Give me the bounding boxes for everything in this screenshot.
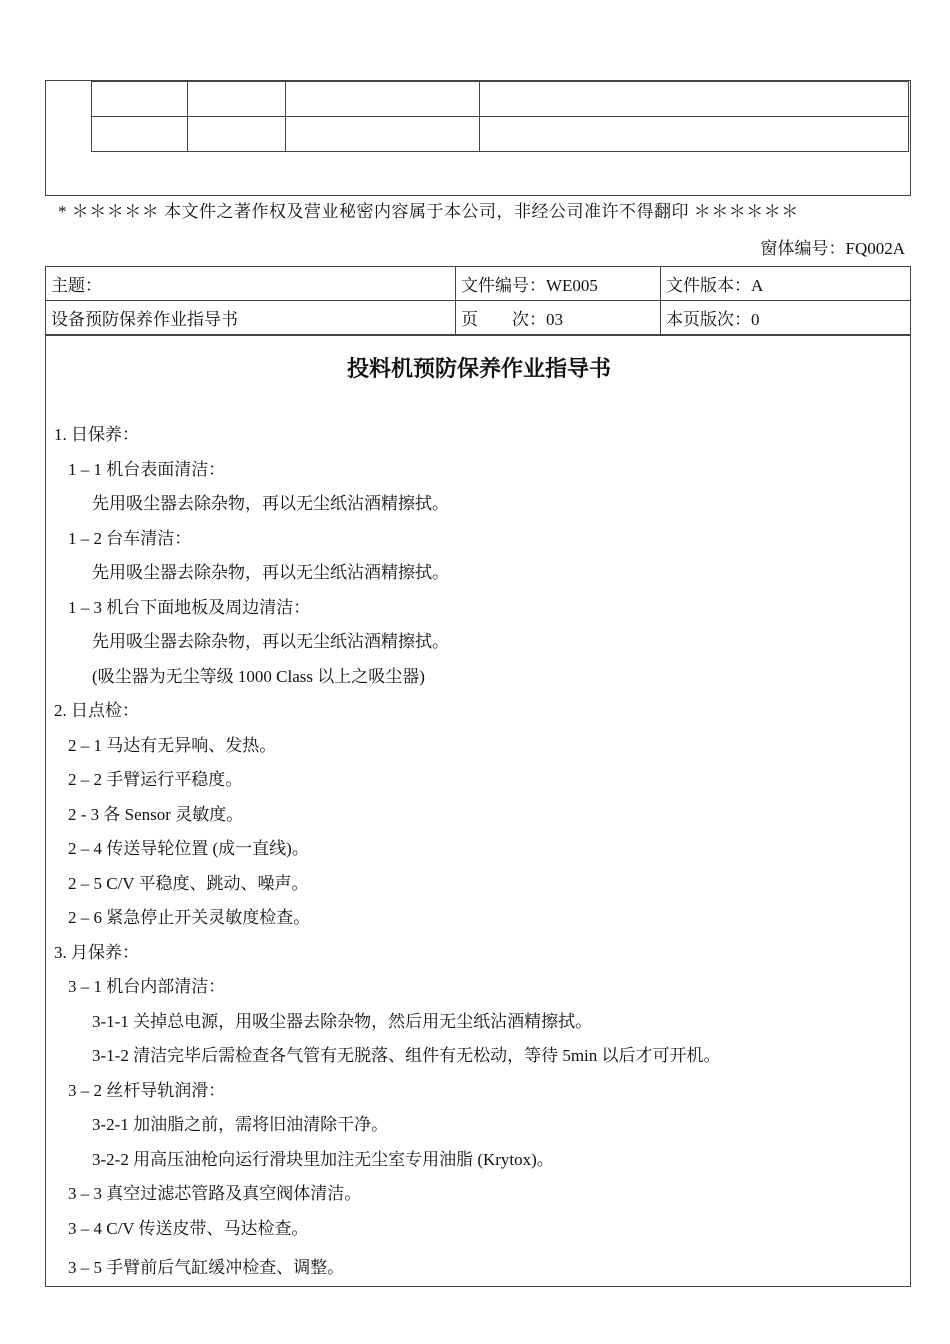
- list-item: 3-1-1 关掉总电源，用吸尘器去除杂物，然后用无尘纸沾酒精擦拭。: [92, 1011, 593, 1031]
- list-item: 先用吸尘器去除杂物，再以无尘纸沾酒精擦拭。: [92, 494, 449, 513]
- document-header-table: [45, 266, 911, 335]
- content-frame: [45, 335, 911, 1287]
- table-cell: [286, 82, 480, 117]
- confidential-notice: * ＊＊＊＊＊ 本文件之著作权及营业秘密内容属于本公司，非经公司准许不得翻印 ＊＊＊＊＊＊: [58, 202, 799, 221]
- subsection-heading: 3 – 3 真空过滤芯管路及真空阀体清洁。: [68, 1184, 362, 1203]
- table-cell: [286, 117, 480, 152]
- section-heading: 2. 日点检：: [54, 701, 139, 720]
- subject-label: 主题：: [46, 267, 456, 301]
- table-cell: [92, 82, 188, 117]
- list-item: 3-2-1 加油脂之前，需将旧油清除干净。: [92, 1115, 389, 1134]
- subsection-heading: 1 – 1 机台表面清洁：: [68, 459, 226, 479]
- subsection-heading: 3 – 5 手臂前后气缸缓冲检查、调整。: [68, 1258, 345, 1277]
- table-cell: [480, 82, 909, 117]
- list-item: 3-2-2 用高压油枪向运行滑块里加注无尘室专用油脂 (Krytox)。: [92, 1149, 554, 1169]
- subsection-heading: 2 – 5 C/V 平稳度、跳动、噪声。: [68, 873, 309, 893]
- subsection-heading: 2 – 6 紧急停止开关灵敏度检查。: [68, 908, 311, 927]
- doc-number: 文件编号：WE005: [456, 267, 661, 301]
- document-title: 投料机预防保养作业指导书: [346, 357, 611, 382]
- table-row: [46, 267, 911, 301]
- table-cell: [480, 117, 909, 152]
- subsection-heading: 3 – 2 丝杆导轨润滑：: [68, 1080, 226, 1100]
- subsection-heading: 3 – 1 机台内部清洁：: [68, 977, 226, 996]
- table-cell: [92, 117, 188, 152]
- list-item: (吸尘器为无尘等级 1000 Class 以上之吸尘器): [92, 666, 425, 686]
- subsection-heading: 3 – 4 C/V 传送皮带、马达检查。: [68, 1218, 309, 1238]
- subsection-heading: 1 – 2 台车清洁：: [68, 528, 192, 548]
- subsection-heading: 2 – 1 马达有无异响、发热。: [68, 735, 277, 755]
- form-number: 窗体编号：FQ002A: [760, 239, 905, 258]
- subject-value: 设备预防保养作业指导书: [46, 301, 456, 335]
- subsection-heading: 1 – 3 机台下面地板及周边清洁：: [68, 597, 311, 617]
- section-heading: 1. 日保养：: [54, 425, 139, 444]
- table-cell: [188, 117, 286, 152]
- revision-table: [91, 81, 909, 152]
- list-item: 先用吸尘器去除杂物，再以无尘纸沾酒精擦拭。: [92, 632, 449, 651]
- section-heading: 3. 月保养：: [54, 942, 139, 962]
- list-item: 3-1-2 清洁完毕后需检查各气管有无脱落、组件有无松动，等待 5min 以后才可开机。: [92, 1046, 721, 1065]
- page-version: 本页版次：0: [661, 301, 911, 335]
- subsection-heading: 2 - 3 各 Sensor 灵敏度。: [68, 804, 244, 824]
- table-cell: [188, 82, 286, 117]
- table-row: [46, 301, 911, 335]
- doc-version: 文件版本：A: [661, 267, 911, 301]
- table-row: [92, 117, 909, 152]
- subsection-heading: 2 – 4 传送导轮位置 (成一直线)。: [68, 839, 309, 858]
- page-number: 页 次：03: [456, 301, 661, 335]
- top-table-frame: [45, 80, 911, 196]
- subsection-heading: 2 – 2 手臂运行平稳度。: [68, 770, 243, 789]
- list-item: 先用吸尘器去除杂物，再以无尘纸沾酒精擦拭。: [92, 563, 449, 582]
- table-row: [92, 82, 909, 117]
